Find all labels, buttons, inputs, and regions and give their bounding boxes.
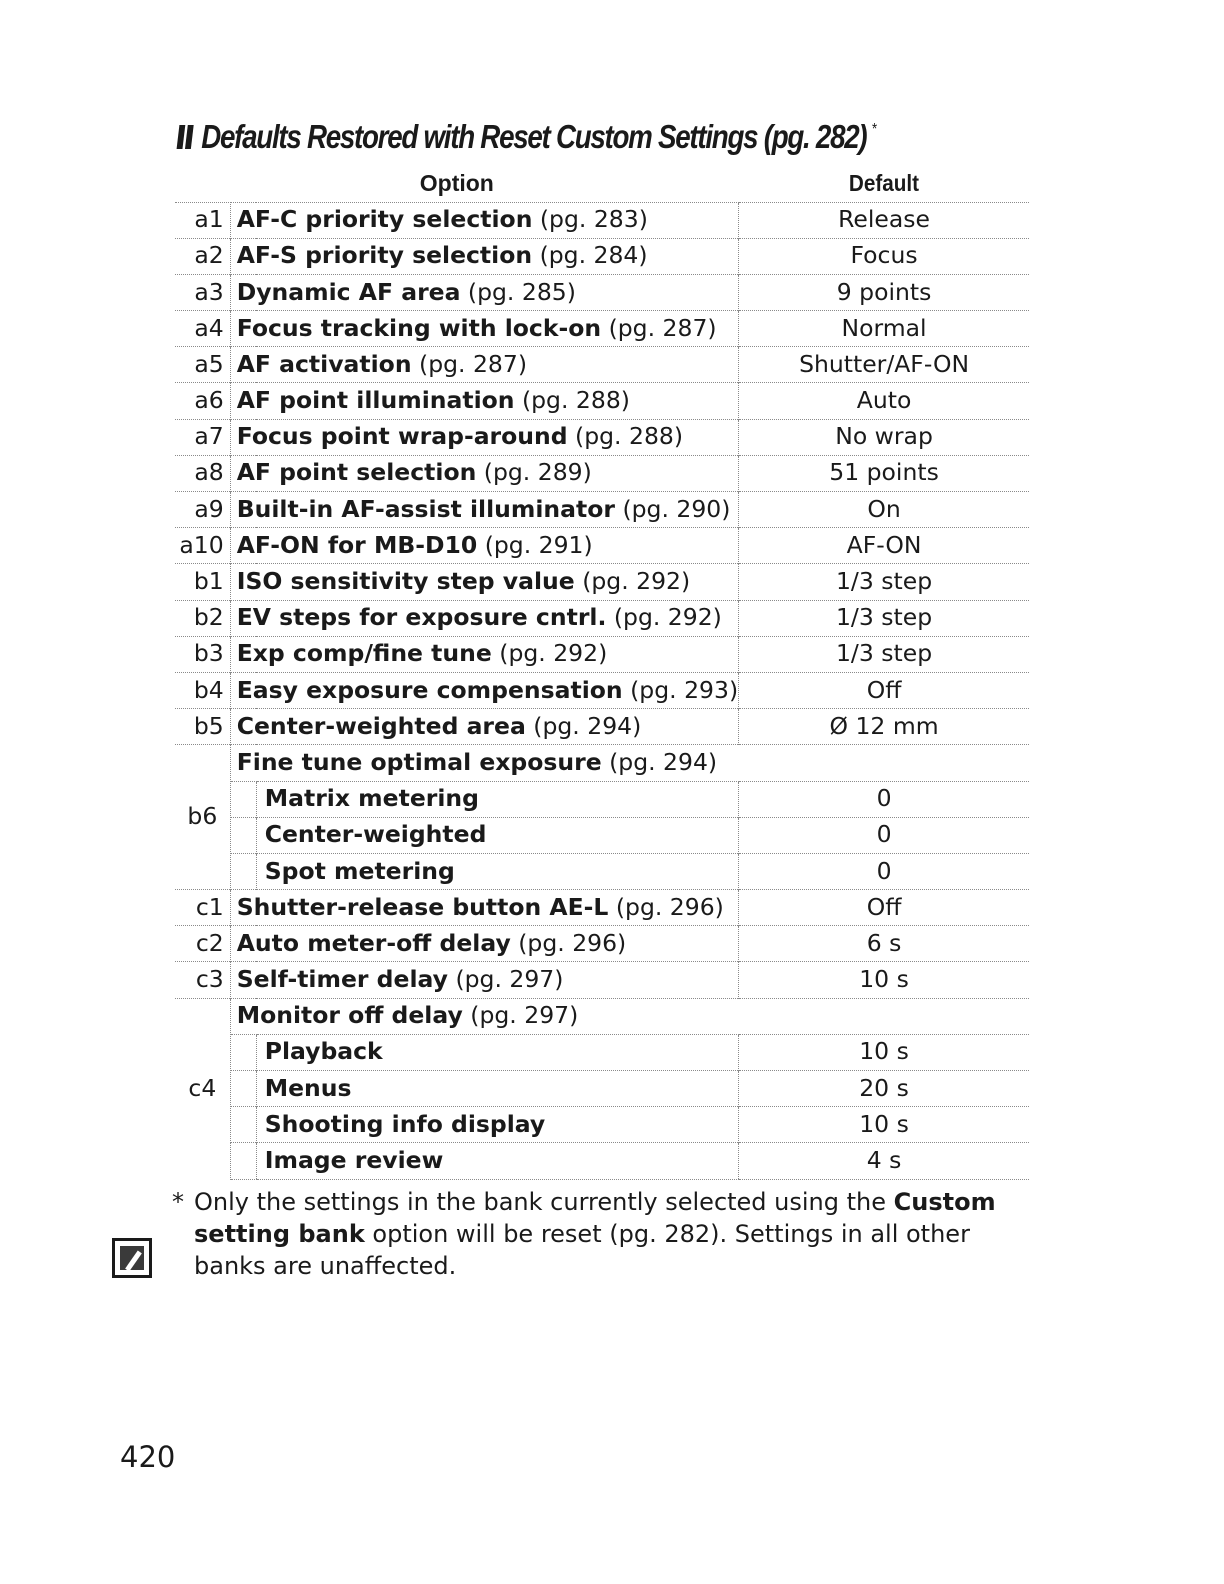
setting-code: a7 <box>175 419 230 455</box>
setting-default: No wrap <box>739 419 1029 455</box>
setting-default: 9 points <box>739 274 1029 310</box>
setting-name: AF point selection (pg. 289) <box>230 455 738 491</box>
setting-default: Shutter/AF-ON <box>739 347 1029 383</box>
setting-name: AF-ON for MB-D10 (pg. 291) <box>230 528 738 564</box>
setting-default: 1/3 step <box>739 600 1029 636</box>
setting-code: b3 <box>175 636 230 672</box>
setting-name: AF-S priority selection (pg. 284) <box>230 238 738 274</box>
footnote-marker: * <box>172 1188 184 1216</box>
setting-name: Monitor off delay (pg. 297) <box>230 998 1029 1034</box>
footnote-text: Only the settings in the bank currently selected using the Custom setting bank option will be reset (pg. 282). Settings in all other banks are unaffected. <box>194 1188 996 1280</box>
setting-name: AF-C priority selection (pg. 283) <box>230 202 738 238</box>
table-row-group-head <box>175 745 1029 781</box>
setting-code: a2 <box>175 238 230 274</box>
setting-name: AF activation (pg. 287) <box>230 347 738 383</box>
setting-code: a3 <box>175 274 230 310</box>
setting-code: a6 <box>175 383 230 419</box>
table-row <box>175 238 1029 274</box>
footnote <box>172 1186 1032 1282</box>
setting-subitem-name: Image review <box>256 1143 738 1179</box>
table-row <box>175 347 1029 383</box>
setting-default: 10 s <box>739 962 1029 998</box>
table-row <box>175 202 1029 238</box>
setting-subitem-name: Center-weighted <box>256 817 738 853</box>
table-row <box>175 419 1029 455</box>
setting-subitem-name: Playback <box>256 1034 738 1070</box>
setting-default: 1/3 step <box>739 564 1029 600</box>
section-heading <box>178 118 900 156</box>
setting-name: Focus tracking with lock-on (pg. 287) <box>230 311 738 347</box>
setting-default: Focus <box>739 238 1029 274</box>
setting-code: b5 <box>175 709 230 745</box>
menu-settings-icon <box>112 1238 152 1278</box>
setting-code: a10 <box>175 528 230 564</box>
setting-subitem-name: Shooting info display <box>256 1107 738 1143</box>
setting-default: Off <box>739 890 1029 926</box>
table-row <box>175 528 1029 564</box>
table-row-group-head <box>175 998 1029 1034</box>
setting-name: Auto meter-off delay (pg. 296) <box>230 926 738 962</box>
setting-default: 20 s <box>739 1071 1029 1107</box>
defaults-table <box>175 166 1029 1180</box>
setting-subitem-name: Matrix metering <box>256 781 738 817</box>
table-row <box>175 636 1029 672</box>
table-header-row <box>175 166 1029 202</box>
setting-code: c4 <box>175 998 230 1179</box>
heading-bullet-icon <box>177 125 186 149</box>
table-row <box>175 274 1029 310</box>
setting-code: a4 <box>175 311 230 347</box>
table-row-sub <box>175 1143 1029 1179</box>
table-row <box>175 492 1029 528</box>
setting-code: a8 <box>175 455 230 491</box>
setting-default: Auto <box>739 383 1029 419</box>
column-header-option: Option <box>419 170 494 197</box>
table-row-sub <box>175 817 1029 853</box>
setting-name: Exp comp/fine tune (pg. 292) <box>230 636 738 672</box>
table-row <box>175 890 1029 926</box>
setting-name: Built-in AF-assist illuminator (pg. 290) <box>230 492 738 528</box>
setting-subitem-name: Menus <box>256 1071 738 1107</box>
setting-name: Focus point wrap-around (pg. 288) <box>230 419 738 455</box>
table-row <box>175 455 1029 491</box>
setting-code: c2 <box>175 926 230 962</box>
setting-name: AF point illumination (pg. 288) <box>230 383 738 419</box>
setting-default: 0 <box>739 817 1029 853</box>
table-row <box>175 962 1029 998</box>
setting-default: On <box>739 492 1029 528</box>
setting-name: Easy exposure compensation (pg. 293) <box>230 672 738 708</box>
setting-default: 10 s <box>739 1107 1029 1143</box>
table-row <box>175 926 1029 962</box>
table-row <box>175 672 1029 708</box>
setting-default: Normal <box>739 311 1029 347</box>
setting-code: a1 <box>175 202 230 238</box>
table-row <box>175 311 1029 347</box>
table-row <box>175 600 1029 636</box>
setting-default: Off <box>739 672 1029 708</box>
table-row-sub <box>175 1107 1029 1143</box>
setting-name: ISO sensitivity step value (pg. 292) <box>230 564 738 600</box>
setting-default: 4 s <box>739 1143 1029 1179</box>
table-row-sub <box>175 1071 1029 1107</box>
setting-default: Release <box>739 202 1029 238</box>
table-row <box>175 709 1029 745</box>
setting-name: EV steps for exposure cntrl. (pg. 292) <box>230 600 738 636</box>
setting-default: 0 <box>739 853 1029 889</box>
setting-name: Fine tune optimal exposure (pg. 294) <box>230 745 1029 781</box>
setting-code: b2 <box>175 600 230 636</box>
page-number: 420 <box>120 1440 176 1474</box>
setting-name: Dynamic AF area (pg. 285) <box>230 274 738 310</box>
setting-code: b1 <box>175 564 230 600</box>
table-row <box>175 564 1029 600</box>
column-header-default: Default <box>848 170 919 197</box>
setting-default: 6 s <box>739 926 1029 962</box>
setting-code: c1 <box>175 890 230 926</box>
setting-name: Shutter-release button AE-L (pg. 296) <box>230 890 738 926</box>
setting-default: AF-ON <box>739 528 1029 564</box>
setting-subitem-name: Spot metering <box>256 853 738 889</box>
setting-default: 51 points <box>739 455 1029 491</box>
setting-default: 10 s <box>739 1034 1029 1070</box>
setting-code: b6 <box>175 745 230 890</box>
setting-code: a5 <box>175 347 230 383</box>
setting-default: 1/3 step <box>739 636 1029 672</box>
setting-code: b4 <box>175 672 230 708</box>
setting-name: Self-timer delay (pg. 297) <box>230 962 738 998</box>
setting-code: a9 <box>175 492 230 528</box>
table-row-sub <box>175 1034 1029 1070</box>
heading-title: Defaults Restored with Reset Custom Settings (pg. 282) <box>201 118 867 155</box>
setting-name: Center-weighted area (pg. 294) <box>230 709 738 745</box>
table-row-sub <box>175 853 1029 889</box>
heading-bullet-icon <box>185 125 194 149</box>
table-row-sub <box>175 781 1029 817</box>
table-row <box>175 383 1029 419</box>
setting-default: 0 <box>739 781 1029 817</box>
heading-asterisk: * <box>871 121 876 138</box>
setting-default: Ø 12 mm <box>739 709 1029 745</box>
setting-code: c3 <box>175 962 230 998</box>
